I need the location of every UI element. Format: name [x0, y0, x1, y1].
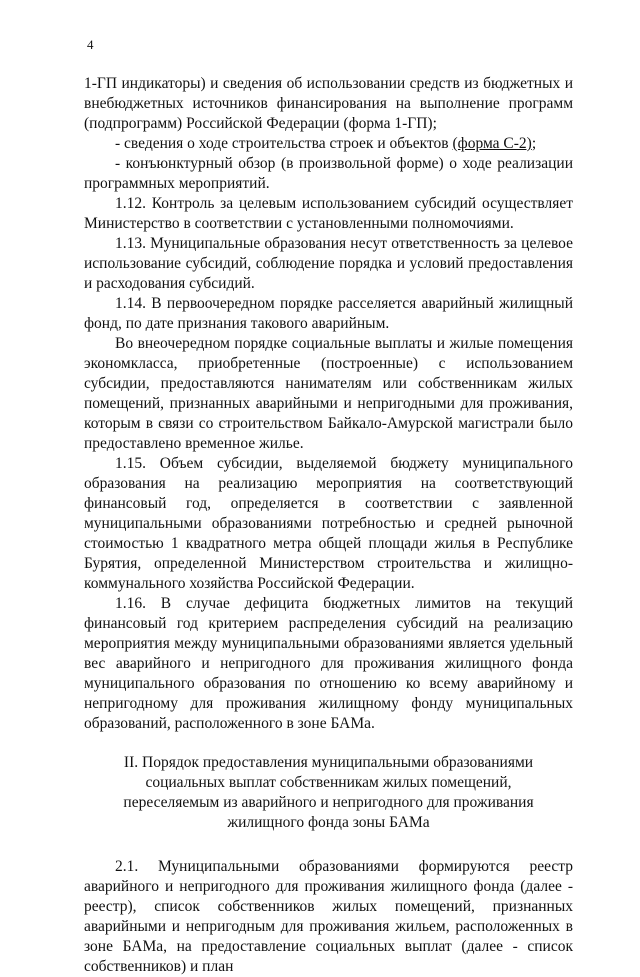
paragraph-form-c2-text: - сведения о ходе строительства строек и объектов — [115, 135, 453, 152]
paragraph-extraordinary-order: Во внеочередном порядке социальные выплаты и жилые помещения экономкласса, приобретенные (построенные) с использованием субсидии, предоставляются нанимателям или собственникам жилых помещений, признанных аварийными и непригодными для проживания, которым в связи со строительством Байкало-Амурской магистрали было предоставлено временное жилье. — [84, 335, 573, 452]
paragraph-market-review: - конъюнктурный обзор (в произвольной форме) о ходе реализации программных мероприятий. — [84, 155, 573, 192]
section-heading-line-2: социальных выплат собственникам жилых помещений, — [145, 774, 512, 791]
document-body — [84, 74, 573, 977]
paragraph-1-12: 1.12. Контроль за целевым использованием субсидий осуществляет Министерство в соответствии с установленными полномочиями. — [84, 195, 573, 232]
paragraph-1-14: 1.14. В первоочередном порядке расселяется аварийный жилищный фонд, по дате признания такового аварийным. — [84, 295, 573, 332]
paragraph-1-16: 1.16. В случае дефицита бюджетных лимитов на текущий финансовый год критерием распределения субсидий на реализацию мероприятия между муниципальными образованиями является удельный вес аварийного и непригодного для проживания жилищного фонда муниципального образования по отношению ко всему аварийному и непригодному для проживания жилищному фонду муниципальных образований, расположенного в зоне БАМа. — [84, 595, 573, 732]
paragraph-form-c2 — [84, 134, 573, 154]
page-number: 4 — [87, 37, 94, 52]
paragraph-1-15: 1.15. Объем субсидии, выделяемой бюджету муниципального образования на реализацию мероприятия на соответствующий финансовый год, определяется в соответствии с заявленной муниципальными образованиями потребностью и средней рыночной стоимостью 1 квадратного метра общей площади жилья в Республике Бурятия, определенной Министерством строительства и жилищно-коммунального хозяйства Российской Федерации. — [84, 455, 573, 592]
paragraph-form-c2-end: ; — [531, 135, 537, 152]
paragraph-1-13: 1.13. Муниципальные образования несут ответственность за целевое использование субсидий, соблюдение порядка и условий предоставления и расходования субсидий. — [84, 235, 573, 292]
form-c2-link[interactable]: (форма С-2) — [452, 135, 532, 152]
section-heading-line-4: жилищного фонда зоны БАМа — [227, 814, 430, 831]
section-heading-line-1: II. Порядок предоставления муниципальными образованиями — [123, 754, 534, 771]
section-heading — [84, 753, 573, 833]
section-heading-line-3: переселяемым из аварийного и непригодного для проживания — [123, 794, 534, 811]
paragraph-2-1: 2.1. Муниципальными образованиями формируются реестр аварийного и непригодного для проживания жилищного фонда (далее - реестр), список собственников жилых помещений, признанных аварийными и непригодным для проживания жильем, расположенных в зоне БАМа, на предоставление социальных выплат (далее - список собственников) и план — [84, 858, 573, 975]
paragraph-forms-1gp: 1-ГП индикаторы) и сведения об использовании средств из бюджетных и внебюджетных источников финансирования на выполнение программ (подпрограмм) Российской Федерации (форма 1-ГП); — [84, 75, 573, 132]
